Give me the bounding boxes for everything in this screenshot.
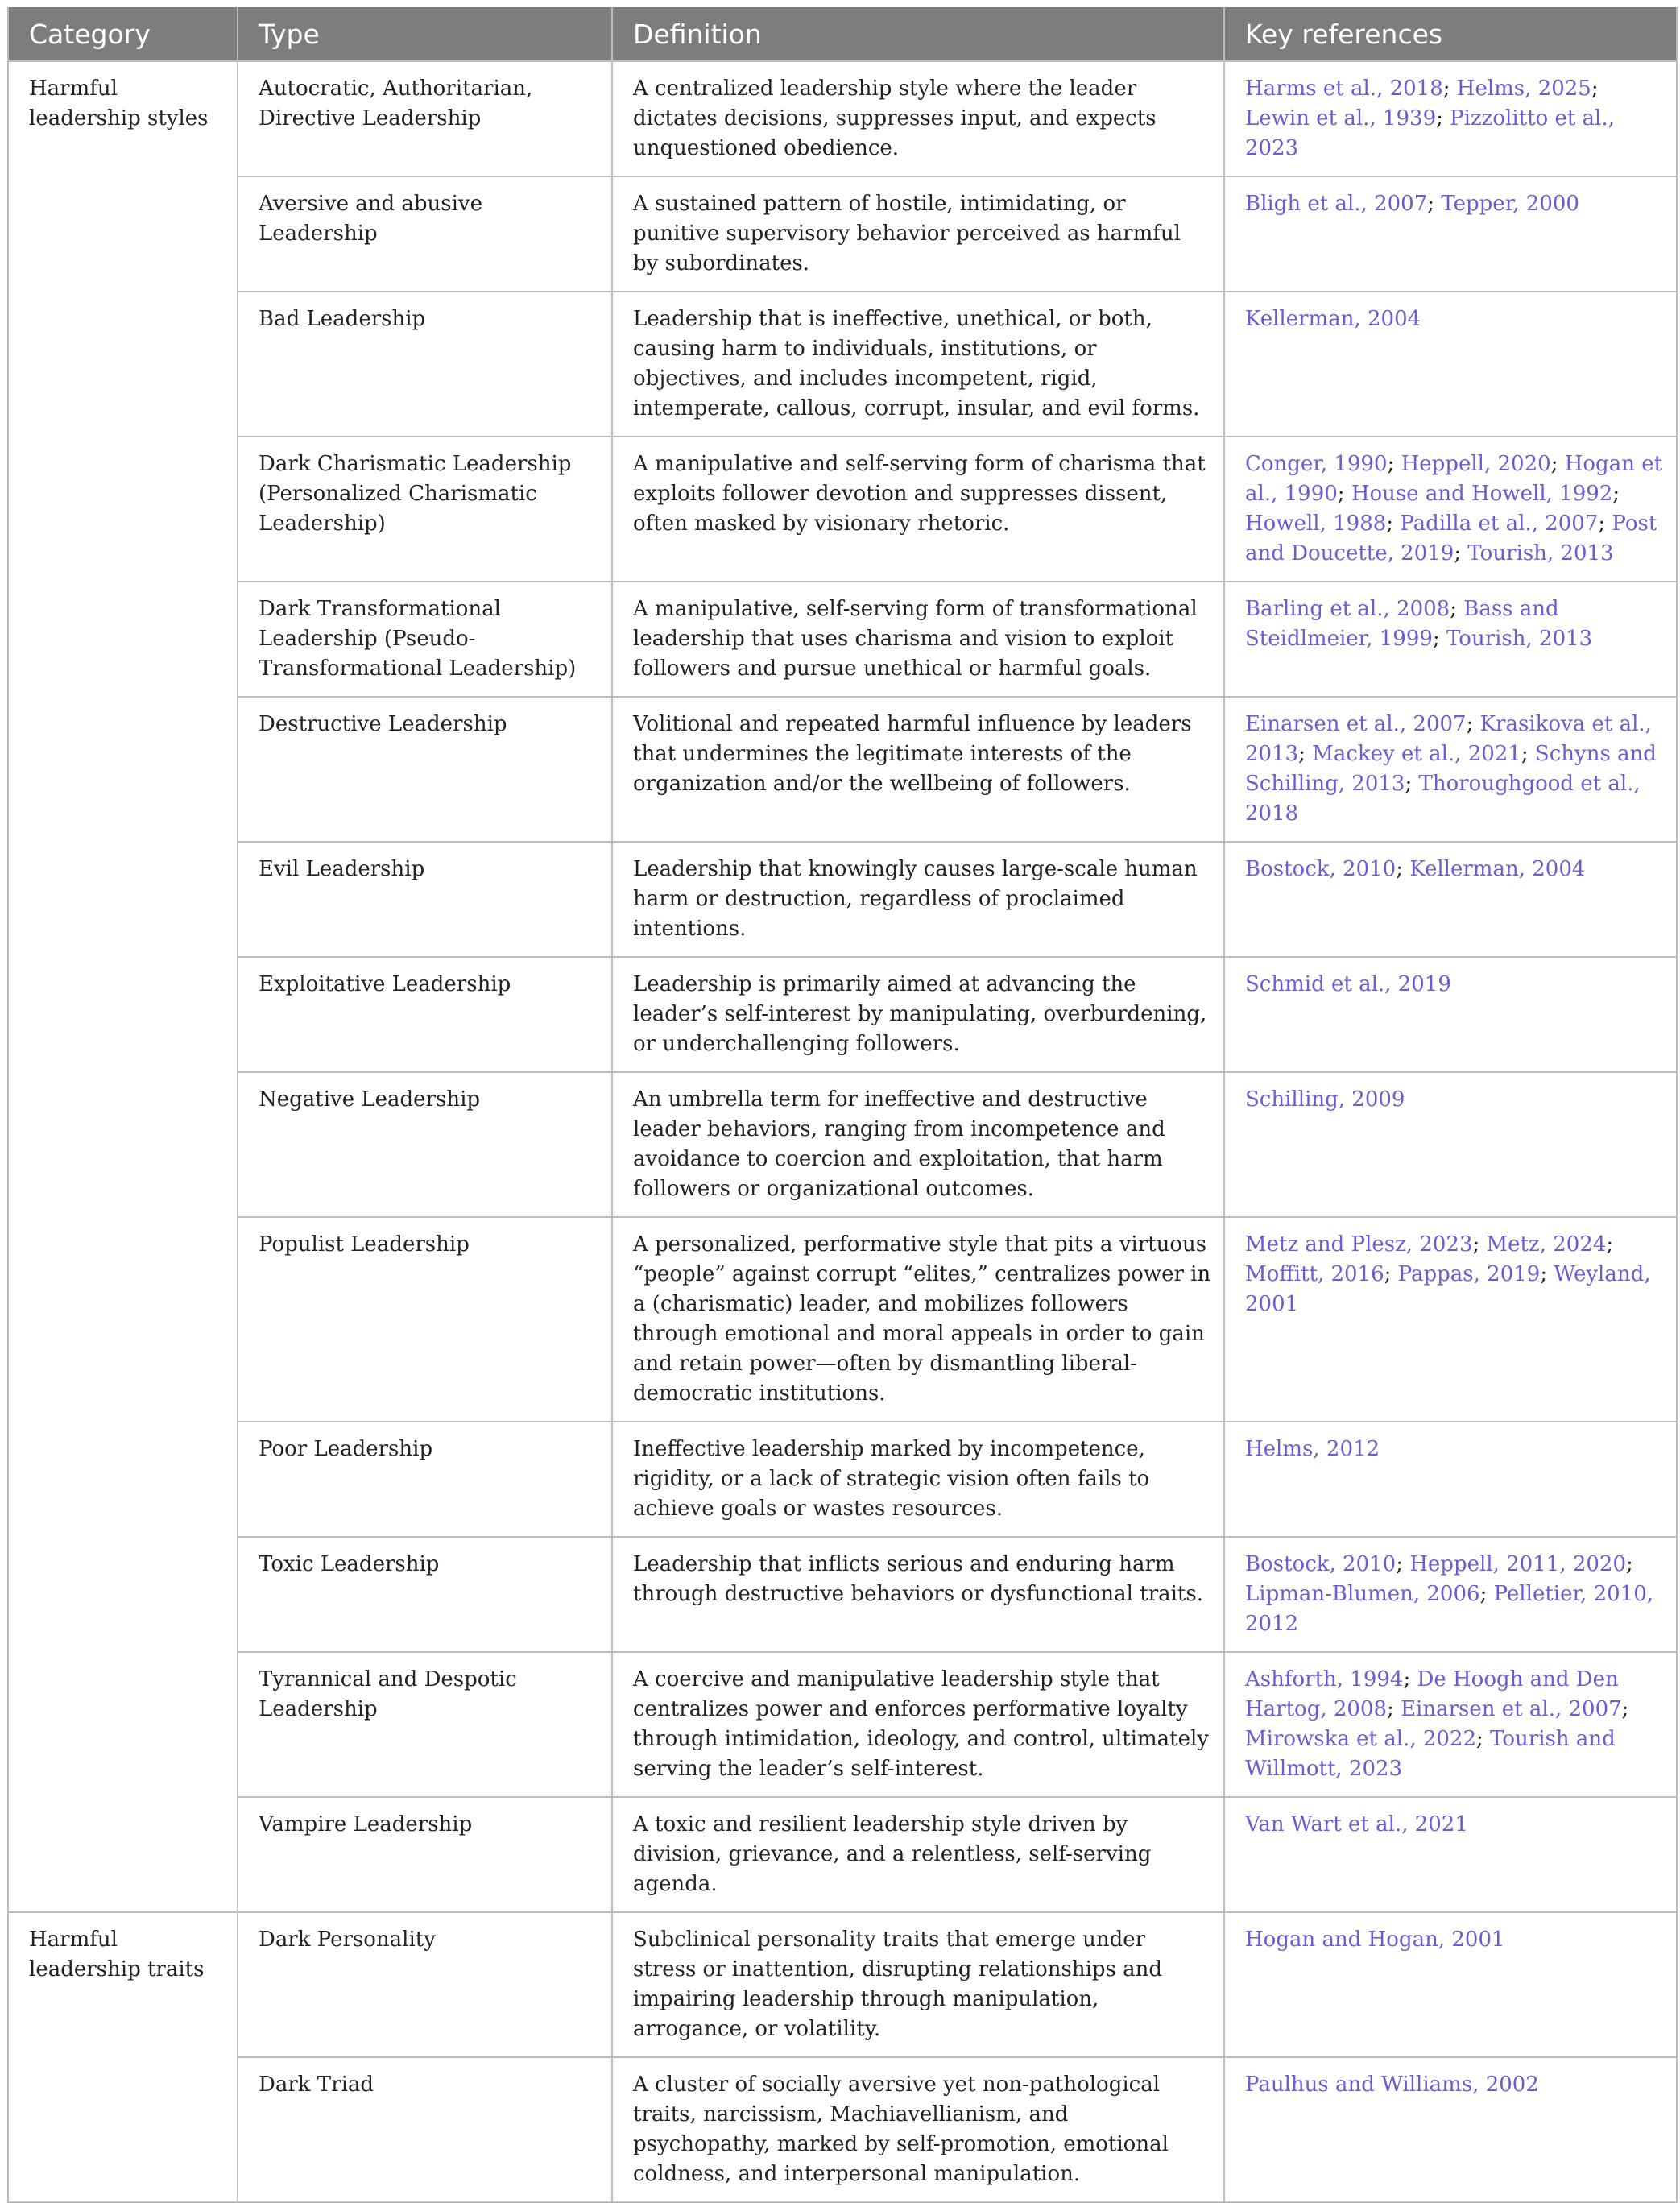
references-cell [1224,176,1677,292]
references-cell [1224,2057,1677,2202]
reference-link[interactable]: Thoroughgood et al., 2018 [1245,772,1641,826]
header-row [8,7,1677,61]
reference-separator: ; [1436,106,1450,130]
references-cell [1224,697,1677,842]
definition-cell: Volitional and repeated harmful influence by leaders that undermines the legitimate interests of the organization and/or the wellbeing of followers. [612,697,1224,842]
reference-link[interactable]: Helms, 2012 [1245,1437,1380,1461]
type-cell: Dark Personality [238,1912,612,2057]
leadership-table [7,7,1678,2203]
type-cell: Poor Leadership [238,1422,612,1537]
reference-link[interactable]: Weyland, 2001 [1245,1262,1651,1316]
table-row [8,292,1677,437]
definition-cell: A cluster of socially aversive yet non-pathological traits, narcissism, Machiavellianism, and psychopathy, marked by self-promotion, emotional coldness, and interpersonal manipulation. [612,2057,1224,2202]
reference-separator: ; [1427,192,1442,216]
reference-link[interactable]: De Hoogh and Den Hartog, 2008 [1245,1667,1619,1721]
reference-link[interactable]: Mackey et al., 2021 [1312,742,1521,766]
header-category: Category [8,7,238,61]
type-cell: Dark Transformational Leadership (Pseudo-Transformational Leadership) [238,582,612,697]
type-cell: Dark Triad [238,2057,612,2202]
references-cell [1224,842,1677,957]
reference-link[interactable]: Einarsen et al., 2007 [1245,712,1467,736]
definition-cell: An umbrella term for ineffective and destructive leader behaviors, ranging from incompetence and avoidance to coercion and exploitation, that harm followers or organizational outcomes. [612,1072,1224,1217]
definition-cell: A toxic and resilient leadership style driven by division, grievance, and a relentless, self-serving agenda. [612,1797,1224,1912]
reference-separator: ; [1521,742,1535,766]
references-cell [1224,1422,1677,1537]
reference-link[interactable]: Paulhus and Williams, 2002 [1245,2073,1539,2097]
leadership-table-container [7,7,1676,2203]
type-cell: Autocratic, Authoritarian, Directive Leadership [238,61,612,176]
reference-separator: ; [1386,511,1401,536]
reference-link[interactable]: Metz and Plesz, 2023 [1245,1232,1473,1257]
table-row [8,697,1677,842]
references-cell [1224,61,1677,176]
reference-link[interactable]: Tepper, 2000 [1441,192,1579,216]
reference-separator: ; [1337,482,1351,506]
reference-link[interactable]: Lewin et al., 1939 [1245,106,1437,130]
type-cell: Populist Leadership [238,1217,612,1422]
reference-separator: ; [1298,742,1313,766]
type-cell: Dark Charismatic Leadership (Personalized Charismatic Leadership) [238,437,612,582]
references-cell [1224,582,1677,697]
reference-link[interactable]: Ashforth, 1994 [1245,1667,1404,1692]
reference-separator: ; [1540,1262,1554,1286]
table-row [8,1912,1677,2057]
table-row [8,1217,1677,1422]
table-row [8,1652,1677,1797]
reference-link[interactable]: Pizzolitto et al., 2023 [1245,106,1615,160]
reference-separator: ; [1476,1727,1491,1751]
definition-cell: A manipulative and self-serving form of charisma that exploits follower devotion and suppresses dissent, often masked by visionary rhetoric. [612,437,1224,582]
type-cell: Exploitative Leadership [238,957,612,1072]
references-cell [1224,1652,1677,1797]
reference-separator: ; [1432,627,1446,651]
reference-link[interactable]: Harms et al., 2018 [1245,77,1443,101]
reference-link[interactable]: Lipman-Blumen, 2006 [1245,1582,1480,1606]
definition-cell: Leadership that is ineffective, unethical, or both, causing harm to individuals, institutions, or objectives, and includes incompetent, rigid, intemperate, callous, corrupt, insular, and evil forms. [612,292,1224,437]
reference-link[interactable]: Metz, 2024 [1486,1232,1607,1257]
table-body [8,61,1677,2202]
reference-separator: ; [1626,1552,1633,1576]
table-row [8,1797,1677,1912]
reference-separator: ; [1466,712,1480,736]
type-cell: Tyrannical and Despotic Leadership [238,1652,612,1797]
reference-link[interactable]: Tourish and Willmott, 2023 [1245,1727,1616,1781]
definition-cell: A coercive and manipulative leadership style that centralizes power and enforces performative loyalty through intimidation, ideology, and control, ultimately serving the leader’s self-interest. [612,1652,1224,1797]
definition-cell: Leadership that inflicts serious and enduring harm through destructive behaviors or dysfunctional traits. [612,1537,1224,1652]
references-cell [1224,1537,1677,1652]
reference-link[interactable]: Einarsen et al., 2007 [1401,1697,1622,1721]
reference-link[interactable]: House and Howell, 1992 [1351,482,1613,506]
reference-separator: ; [1472,1232,1487,1257]
table-row [8,176,1677,292]
references-cell [1224,437,1677,582]
reference-link[interactable]: Schilling, 2009 [1245,1087,1405,1112]
references-cell [1224,292,1677,437]
definition-cell: A personalized, performative style that pits a virtuous “people” against corrupt “elites,” centralizes power in a (charismatic) leader, and mobilizes followers through emotional and moral appeals in order to gain and retain power—often by dismantling liberal-democratic institutions. [612,1217,1224,1422]
definition-cell: Leadership is primarily aimed at advancing the leader’s self-interest by manipulating, overburdening, or underchallenging followers. [612,957,1224,1072]
reference-separator: ; [1396,857,1410,881]
reference-separator: ; [1387,1697,1401,1721]
definition-cell: A centralized leadership style where the leader dictates decisions, suppresses input, and expects unquestioned obedience. [612,61,1224,176]
reference-link[interactable]: Post and Doucette, 2019 [1245,511,1657,565]
references-cell [1224,1072,1677,1217]
references-cell [1224,1912,1677,2057]
definition-cell: Subclinical personality traits that emerge under stress or inattention, disrupting relationships and impairing leadership through manipulation, arrogance, or volatility. [612,1912,1224,2057]
reference-separator: ; [1612,482,1620,506]
reference-separator: ; [1442,77,1457,101]
definition-cell: Ineffective leadership marked by incompetence, rigidity, or a lack of strategic vision often fails to achieve goals or wastes resources. [612,1422,1224,1537]
reference-link[interactable]: Bligh et al., 2007 [1245,192,1428,216]
definition-cell: A sustained pattern of hostile, intimidating, or punitive supervisory behavior perceived as harmful by subordinates. [612,176,1224,292]
references-cell [1224,1797,1677,1912]
header-type: Type [238,7,612,61]
reference-link[interactable]: Schyns and Schilling, 2013 [1245,742,1657,796]
reference-link[interactable]: Hogan and Hogan, 2001 [1245,1928,1505,1952]
table-row [8,957,1677,1072]
type-cell: Bad Leadership [238,292,612,437]
reference-separator: ; [1550,452,1565,476]
reference-link[interactable]: Barling et al., 2008 [1245,597,1450,621]
reference-separator: ; [1450,597,1464,621]
type-cell: Destructive Leadership [238,697,612,842]
reference-link[interactable]: Conger, 1990 [1245,452,1388,476]
reference-link[interactable]: Van Wart et al., 2021 [1245,1812,1468,1837]
reference-link[interactable]: Hogan et al., 1990 [1245,452,1663,506]
reference-link[interactable]: Padilla et al., 2007 [1400,511,1599,536]
reference-separator: ; [1405,772,1419,796]
reference-separator: ; [1454,541,1468,565]
reference-link[interactable]: Pappas, 2019 [1397,1262,1541,1286]
table-row [8,2057,1677,2202]
definition-cell: A manipulative, self-serving form of transformational leadership that uses charisma and vision to exploit followers and pursue unethical or harmful goals. [612,582,1224,697]
table-row [8,1422,1677,1537]
type-cell: Negative Leadership [238,1072,612,1217]
reference-separator: ; [1591,77,1599,101]
table-row [8,842,1677,957]
type-cell: Evil Leadership [238,842,612,957]
reference-link[interactable]: Heppell, 2011, 2020 [1409,1552,1627,1576]
reference-separator: ; [1598,511,1612,536]
reference-link[interactable]: Kellerman, 2004 [1245,307,1421,331]
reference-link[interactable]: Krasikova et al., 2013 [1245,712,1652,766]
category-cell: Harmful leadership traits [8,1912,238,2202]
reference-separator: ; [1621,1697,1629,1721]
reference-link[interactable]: Schmid et al., 2019 [1245,972,1451,996]
type-cell: Aversive and abusive Leadership [238,176,612,292]
table-row [8,582,1677,697]
category-cell: Harmful leadership styles [8,61,238,1912]
reference-separator: ; [1396,1552,1410,1576]
reference-separator: ; [1403,1667,1417,1692]
references-cell [1224,957,1677,1072]
reference-link[interactable]: Moffitt, 2016 [1245,1262,1384,1286]
reference-link[interactable]: Howell, 1988 [1245,511,1387,536]
references-cell [1224,1217,1677,1422]
reference-separator: ; [1387,452,1401,476]
reference-link[interactable]: Bostock, 2010 [1245,857,1397,881]
type-cell: Toxic Leadership [238,1537,612,1652]
reference-link[interactable]: Mirowska et al., 2022 [1245,1727,1477,1751]
reference-link[interactable]: Helms, 2025 [1456,77,1591,101]
reference-link[interactable]: Bass and Steidlmeier, 1999 [1245,597,1559,651]
table-row [8,1072,1677,1217]
reference-link[interactable]: Kellerman, 2004 [1409,857,1586,881]
table-header [8,7,1677,61]
header-key-references: Key references [1224,7,1677,61]
reference-link[interactable]: Heppell, 2020 [1401,452,1551,476]
type-cell: Vampire Leadership [238,1797,612,1912]
reference-link[interactable]: Tourish, 2013 [1446,627,1593,651]
header-definition: Definition [612,7,1224,61]
reference-link[interactable]: Pelletier, 2010, 2012 [1245,1582,1654,1636]
reference-link[interactable]: Bostock, 2010 [1245,1552,1397,1576]
reference-separator: ; [1384,1262,1398,1286]
table-row [8,1537,1677,1652]
reference-separator: ; [1479,1582,1494,1606]
reference-separator: ; [1606,1232,1614,1257]
table-row [8,437,1677,582]
definition-cell: Leadership that knowingly causes large-scale human harm or destruction, regardless of proclaimed intentions. [612,842,1224,957]
reference-link[interactable]: Tourish, 2013 [1467,541,1614,565]
table-row [8,61,1677,176]
